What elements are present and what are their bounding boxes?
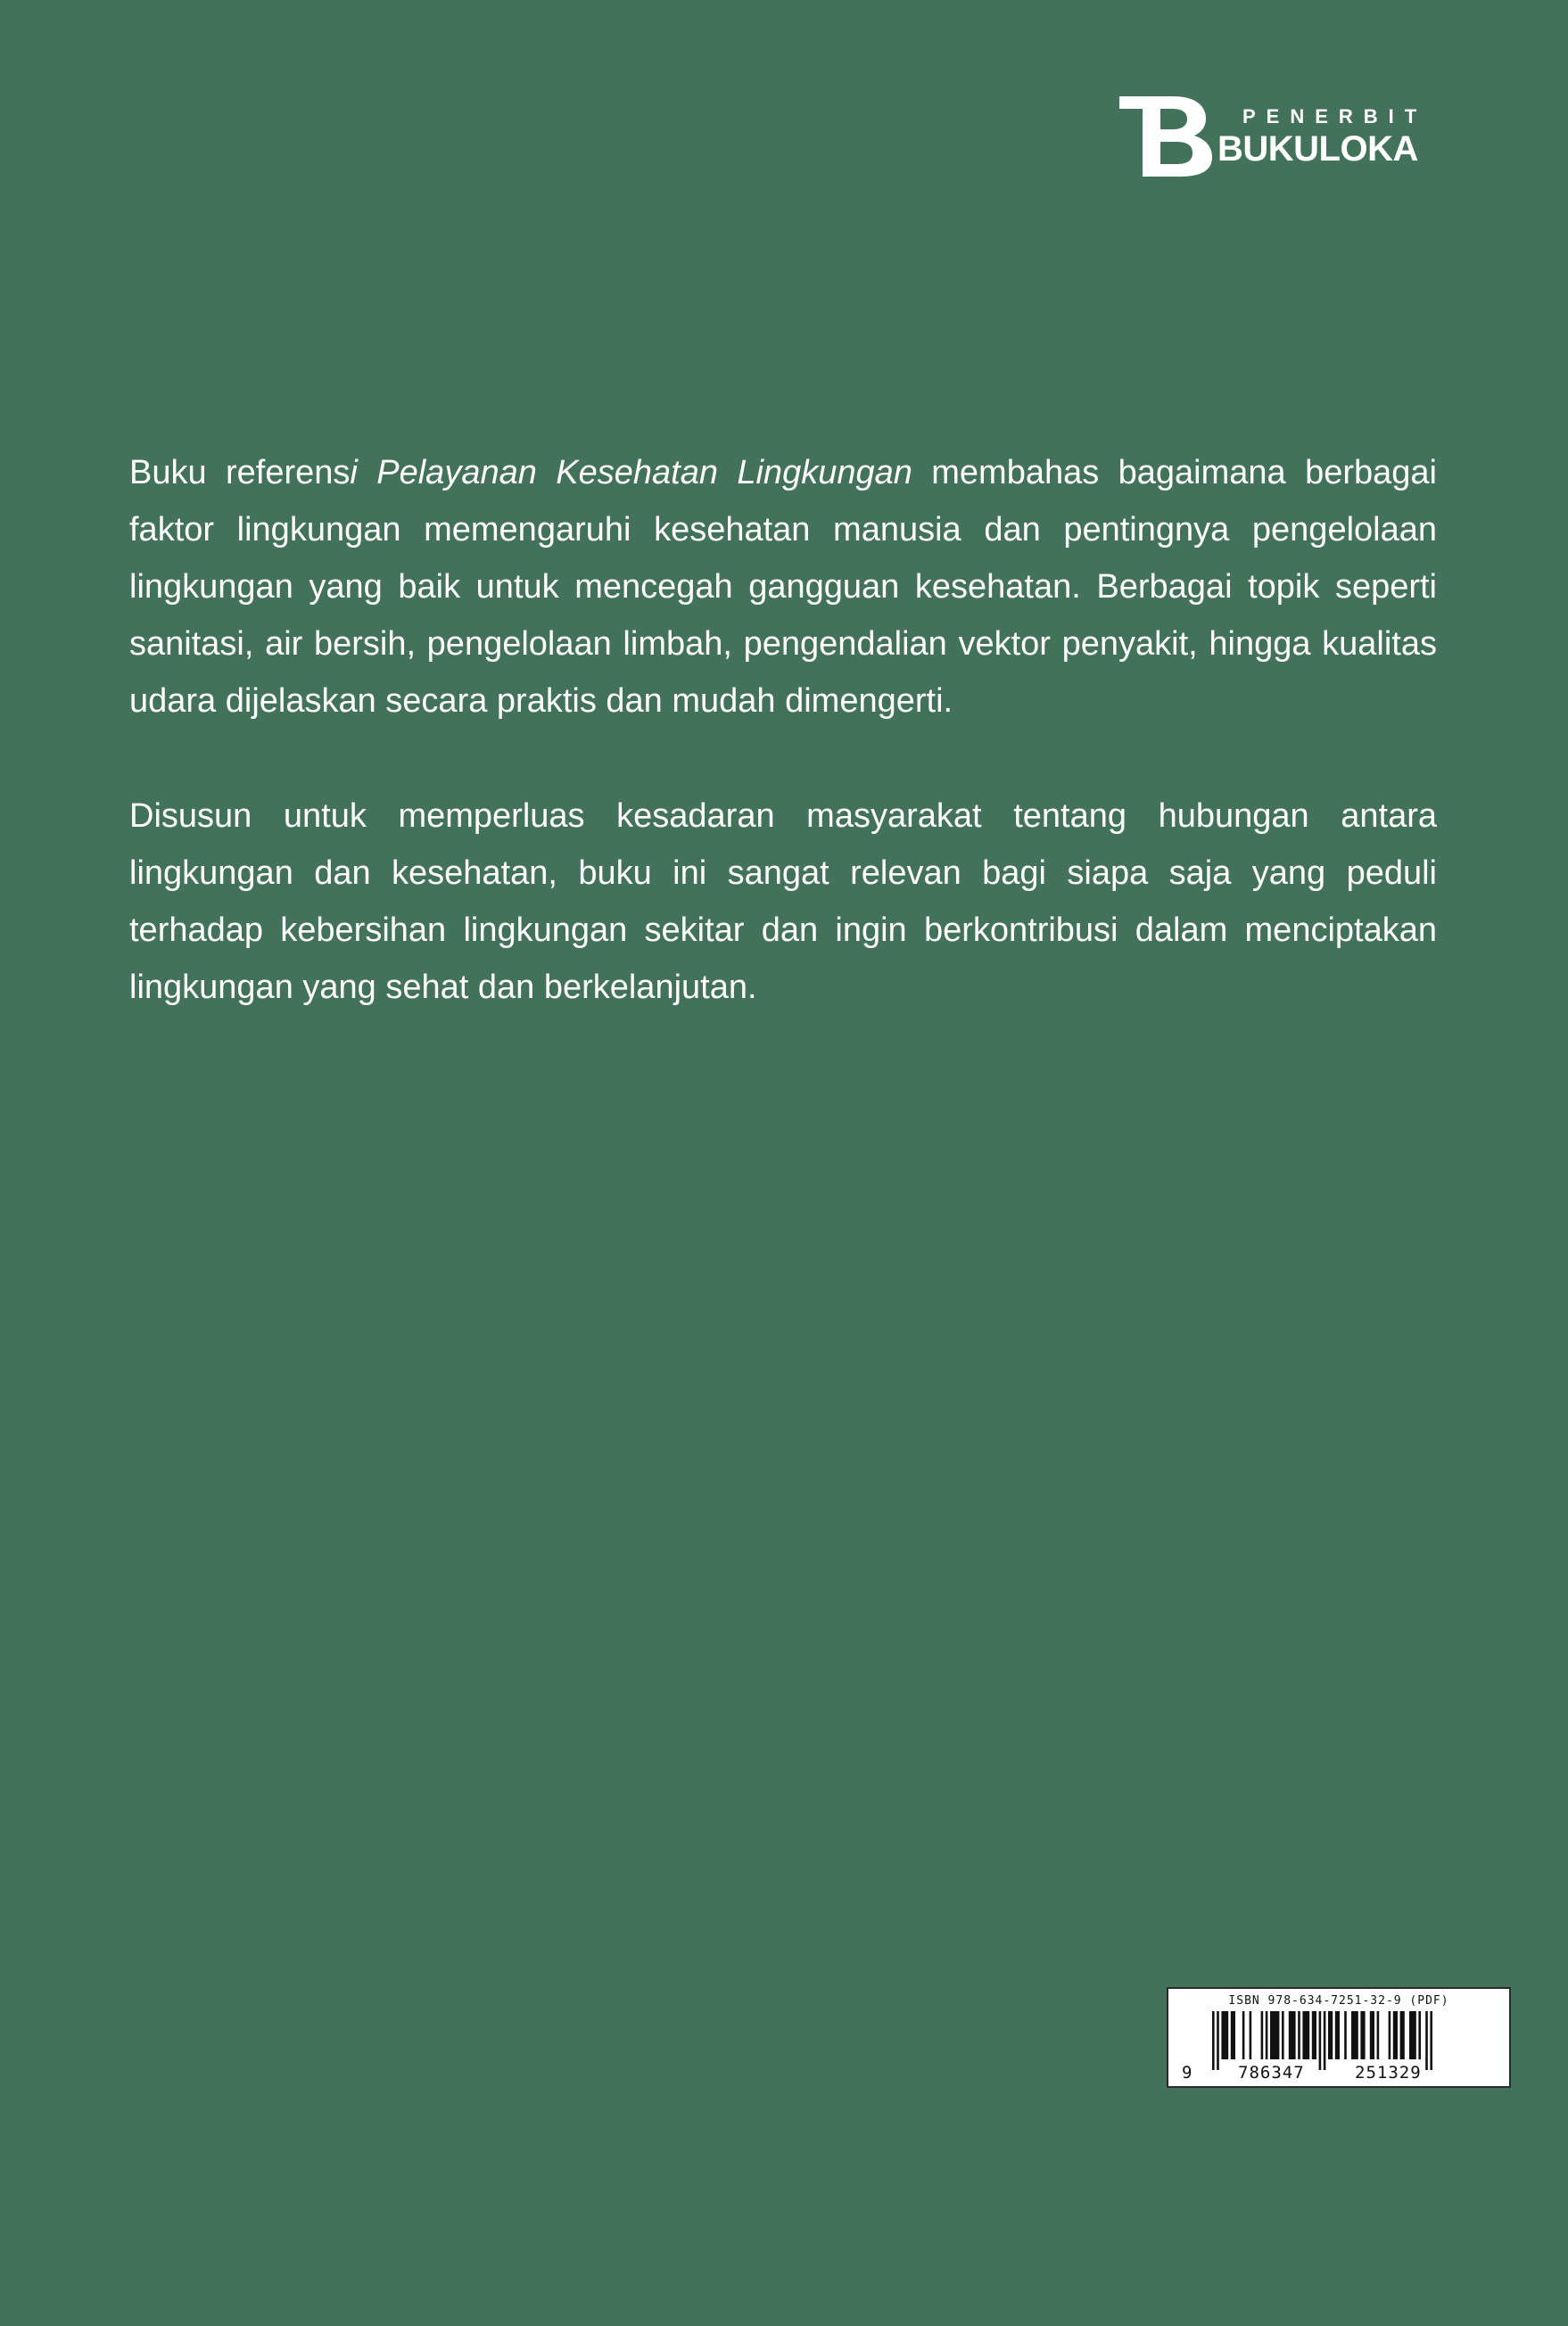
barcode-right-digits: 251329 (1355, 2063, 1422, 2083)
barcode-guard-bar (1324, 2011, 1326, 2070)
publisher-name: BUKULOKA (1217, 129, 1418, 169)
barcode-guard-bar (1425, 2011, 1428, 2070)
isbn-barcode (1167, 1987, 1511, 2088)
barcode-bar (1344, 2011, 1347, 2059)
blurb-paragraph-2: Disusun untuk memperluas kesadaran masyarakat tentang hubungan antara lingkungan dan kesehatan, buku ini sangat relevan bagi siapa saja yang peduli terhadap kebersihan lingkungan sekitar dan ingin berkontribusi dalam menciptakan lingkungan yang sehat dan berkelanjutan. (129, 797, 1437, 1006)
barcode-bar (1261, 2011, 1264, 2059)
publisher-logo (1119, 96, 1440, 178)
barcode-bar (1377, 2011, 1380, 2059)
barcode-bar (1266, 2011, 1268, 2059)
barcode-bar (1409, 2011, 1416, 2059)
book-title: i Pelayanan Kesehatan Lingkungan (350, 454, 912, 491)
barcode-bar (1250, 2011, 1252, 2059)
barcode-bar (1400, 2011, 1405, 2059)
barcode-bar (1393, 2011, 1398, 2059)
barcode-bar (1312, 2011, 1316, 2059)
blurb-paragraph-1 (129, 444, 1437, 730)
publisher-eyebrow: PENERBIT (1242, 105, 1428, 128)
barcode-bar (1418, 2011, 1421, 2059)
barcode-bar (1231, 2011, 1235, 2059)
barcode-bar (1370, 2011, 1374, 2059)
blurb-paragraph-1-rest: membahas bagaimana berbagai faktor lingkungan memengaruhi kesehatan manusia dan pentingnya pengelolaan lingkungan yang baik untuk mencegah gangguan kesehatan. Berbagai topik seperti sanitasi, air bersih, pengelolaan limbah, pengendalian vektor penyakit, hingga kualitas udara dijelaskan secara praktis dan mudah dimengerti. (129, 454, 1437, 720)
barcode-bar (1351, 2011, 1358, 2059)
barcode-bar (1328, 2011, 1333, 2059)
barcode-left-digits: 786347 (1238, 2063, 1305, 2083)
barcode-bar (1242, 2011, 1245, 2059)
barcode-guard-bar (1430, 2011, 1432, 2070)
barcode-bars (1212, 2011, 1462, 2070)
barcode-bar (1335, 2011, 1340, 2059)
letter-b-logo-icon (1119, 96, 1212, 177)
barcode-bar (1302, 2011, 1309, 2059)
barcode-bar (1360, 2011, 1365, 2059)
barcode-lead-digit: 9 (1182, 2063, 1193, 2083)
book-blurb (129, 444, 1437, 1074)
barcode-bar (1270, 2011, 1279, 2059)
barcode-bar (1389, 2011, 1391, 2059)
barcode-bar (1289, 2011, 1296, 2059)
barcode-guard-bar (1212, 2011, 1215, 2070)
isbn-label: ISBN 978-634-7251-32-9 (PDF) (1228, 1994, 1449, 2008)
barcode-bar (1221, 2011, 1228, 2059)
barcode-guard-bar (1217, 2011, 1219, 2070)
barcode-bar (1298, 2011, 1300, 2059)
barcode-bar (1282, 2011, 1284, 2059)
barcode-guard-bar (1319, 2011, 1322, 2070)
blurb-paragraph-1-start: Buku referens (129, 454, 351, 491)
